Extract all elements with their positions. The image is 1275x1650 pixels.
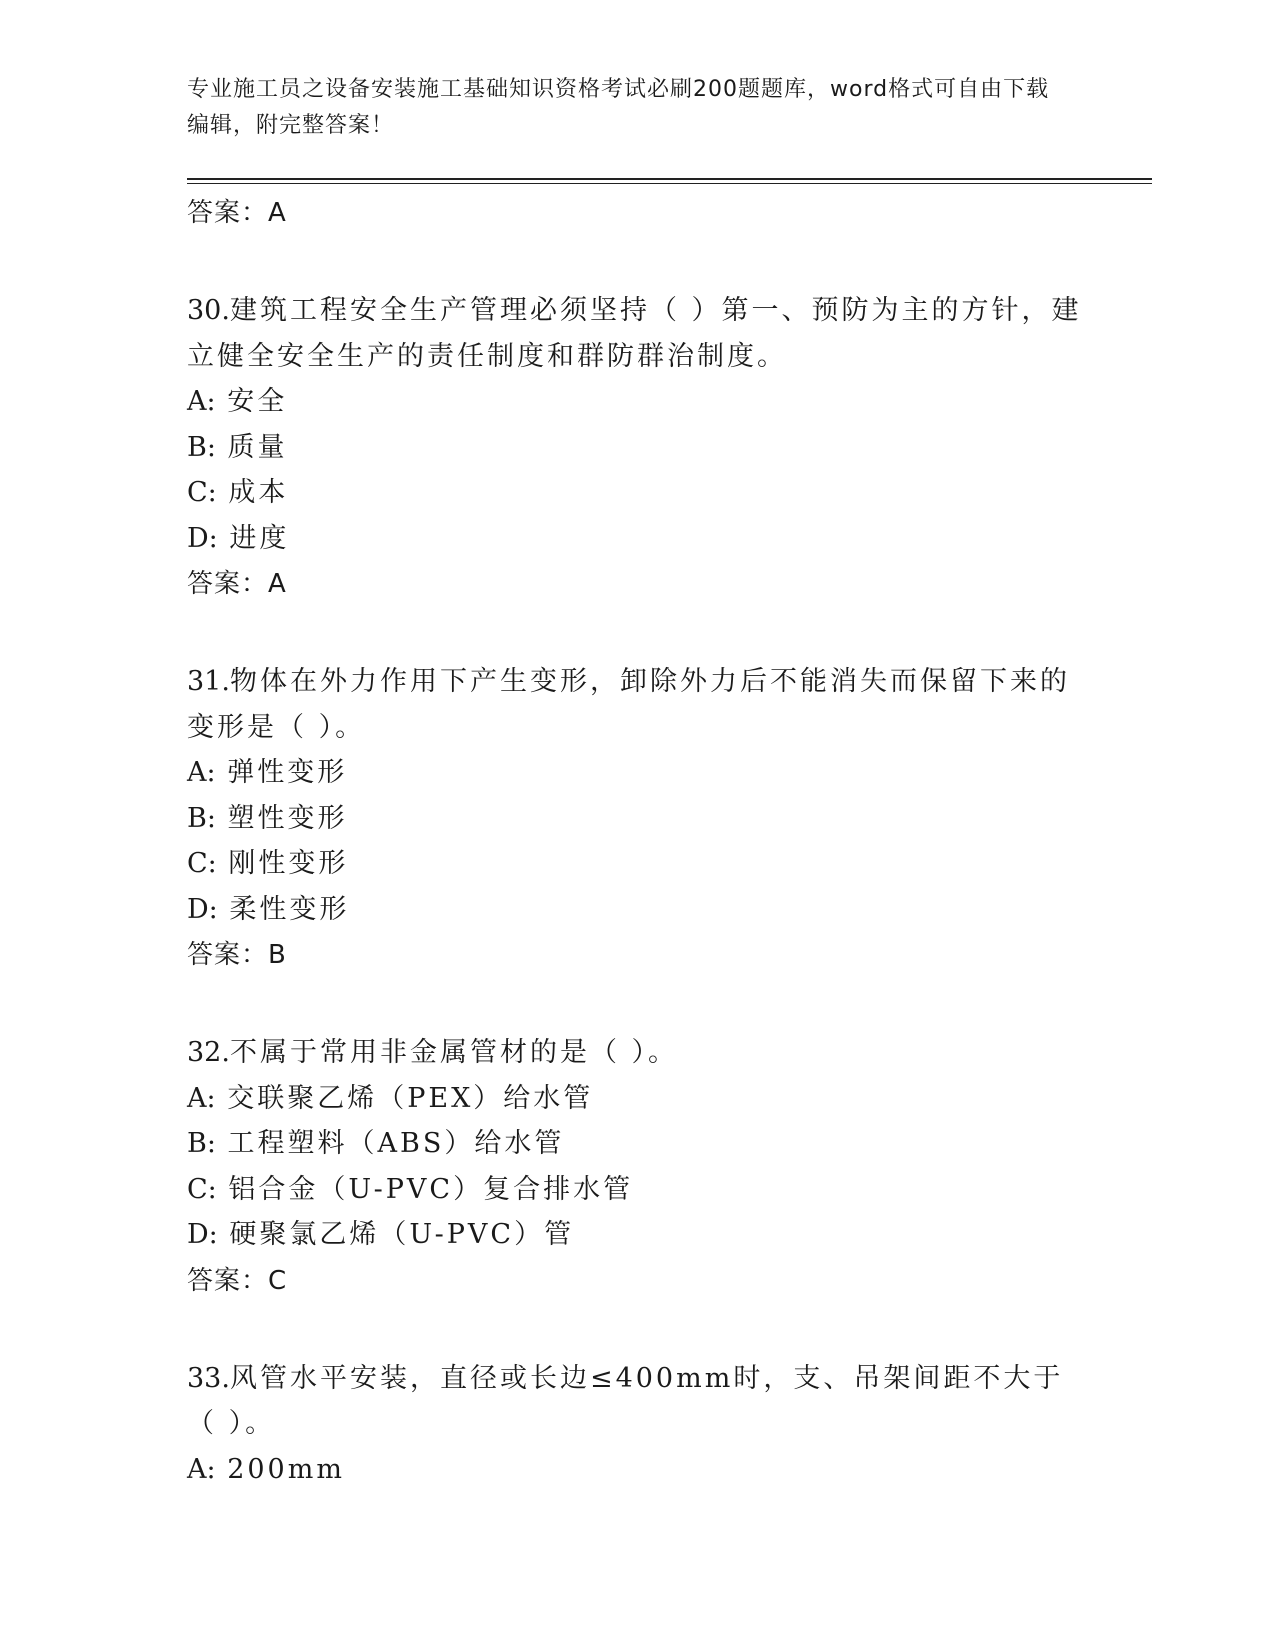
option-b bbox=[187, 1121, 1087, 1167]
question-text: 不属于常用非金属管材的是（ ）。 bbox=[229, 1037, 679, 1068]
answer-label: 答案：B bbox=[187, 940, 287, 970]
option-text: 刚性变形 bbox=[228, 848, 349, 879]
option-d bbox=[187, 887, 1087, 933]
question-item bbox=[187, 1030, 1087, 1304]
option-c bbox=[187, 841, 1087, 887]
question-item bbox=[187, 659, 1087, 978]
option-text: 塑性变形 bbox=[227, 802, 348, 834]
option-b bbox=[187, 796, 1087, 842]
option-text: 柔性变形 bbox=[229, 893, 350, 925]
question-text: 风管水平安装，直径或长边≤400mm时，支、吊架间距不大于（ ）。 bbox=[187, 1362, 1064, 1439]
option-text: 质量 bbox=[227, 431, 288, 463]
question-stem bbox=[187, 288, 1087, 379]
option-letter: B: bbox=[187, 1128, 216, 1159]
question-number: 31. bbox=[187, 666, 230, 697]
option-b bbox=[187, 425, 1087, 471]
option-a bbox=[187, 750, 1087, 796]
question-stem bbox=[187, 659, 1087, 750]
question-stem bbox=[187, 1030, 1087, 1076]
question-number: 33. bbox=[187, 1362, 230, 1394]
option-text: 交联聚乙烯（PEX）给水管 bbox=[227, 1082, 594, 1114]
option-letter: A: bbox=[187, 757, 216, 788]
option-c bbox=[187, 1167, 1087, 1213]
question-number: 32. bbox=[187, 1037, 230, 1068]
option-letter: D: bbox=[187, 522, 218, 554]
option-letter: B: bbox=[187, 431, 216, 463]
question-text: 物体在外力作用下产生变形，卸除外力后不能消失而保留下来的变形是（ ）。 bbox=[187, 666, 1070, 743]
header-divider bbox=[187, 178, 1152, 180]
option-a bbox=[187, 379, 1087, 425]
answer-label: 答案：C bbox=[187, 1265, 288, 1296]
option-letter: C: bbox=[187, 477, 217, 508]
option-text: 成本 bbox=[228, 477, 289, 508]
option-a bbox=[187, 1076, 1087, 1122]
option-text: 弹性变形 bbox=[227, 757, 348, 788]
question-item bbox=[187, 1356, 1087, 1493]
option-text: 铝合金（U-PVC）复合排水管 bbox=[228, 1173, 634, 1205]
option-text: 安全 bbox=[227, 386, 288, 417]
option-letter: D: bbox=[187, 1219, 218, 1250]
option-c bbox=[187, 470, 1087, 516]
option-letter: A: bbox=[187, 1082, 216, 1114]
question-item bbox=[187, 288, 1087, 607]
option-letter: D: bbox=[187, 893, 218, 925]
option-letter: C: bbox=[187, 1173, 217, 1205]
question-stem bbox=[187, 1356, 1087, 1447]
question-number: 30. bbox=[187, 295, 230, 326]
question-text: 建筑工程安全生产管理必须坚持（ ）第一、预防为主的方针，建立健全安全生产的责任制度和群防群治制度。 bbox=[187, 295, 1082, 372]
option-text: 200mm bbox=[227, 1453, 345, 1485]
question-list bbox=[187, 190, 1087, 1492]
option-text: 进度 bbox=[229, 522, 290, 554]
option-letter: A: bbox=[187, 1453, 216, 1485]
option-letter: C: bbox=[187, 848, 217, 879]
option-letter: A: bbox=[187, 386, 216, 417]
option-text: 工程塑料（ABS）给水管 bbox=[227, 1128, 565, 1159]
answer-label: 答案：A bbox=[187, 198, 287, 228]
answer-label: 答案：A bbox=[187, 569, 287, 599]
option-text: 硬聚氯乙烯（U-PVC）管 bbox=[229, 1219, 575, 1250]
option-d bbox=[187, 1212, 1087, 1258]
option-letter: B: bbox=[187, 802, 216, 834]
document-header: 专业施工员之设备安装施工基础知识资格考试必刷200题题库，word格式可自由下载编辑，附完整答案！ bbox=[187, 77, 1050, 138]
header-divider-thin bbox=[187, 183, 1152, 184]
option-d bbox=[187, 516, 1087, 562]
option-a bbox=[187, 1447, 1087, 1493]
